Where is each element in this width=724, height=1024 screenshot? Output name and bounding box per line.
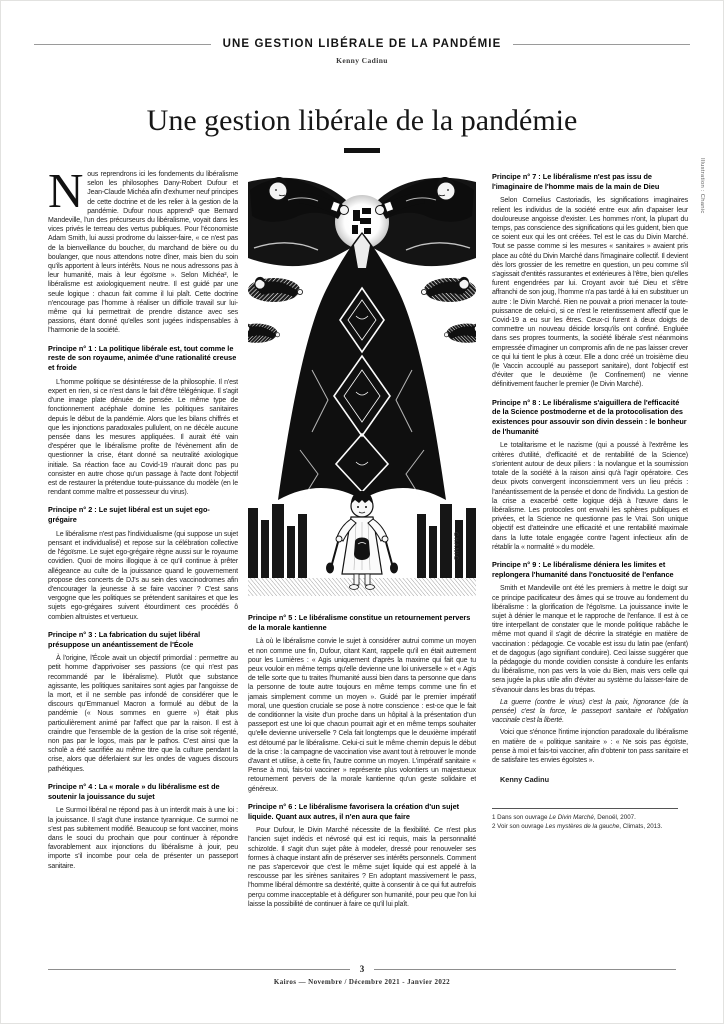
- intro-section: [48, 170, 238, 336]
- footnote-text: 2 Voir son ouvrage: [492, 822, 546, 830]
- page-title: Une gestion libérale de la pandémie: [146, 104, 578, 138]
- footnote-2: [492, 823, 678, 832]
- kicker-row: [34, 38, 690, 50]
- section-body: Le libéralisme n'est pas l'individualisme (qui suppose un sujet pensant et individualisé) et repose sur la célébration collective de l'égoïsme. Le sujet ego-grégaire règne aussi sur le royaume covidien. Quoi de moins illogique à ce qu'il continue à prêter allégeance au culte de la jouissance quand le gouvernement propose des concerts de DJ's au sein des vaccinodromes afin d'encourager la jeunesse à se faire vacciner ? C'est sans vergogne que les politiques se prétendent sanitaires et que les sujets ego-grégaires suivent étourdiment ces procédés ô combien altruistes et vertueux.: [48, 530, 238, 621]
- closing-paragraph: Voici que s'énonce l'intime injonction paradoxale du libéralisme en matière de « politique sanitaire » : « Ne sois pas égoïste, pense à moi et fais-toi vacciner, afin d'obtenir ton pass sanitaire et de satisfaire tes envies égoïstes ».: [492, 729, 688, 764]
- author-signature: Kenny Cadinu: [500, 775, 550, 785]
- section-principe-6: [248, 802, 476, 909]
- section-heading: Principe n° 2 : Le sujet libéral est un sujet ego-grégaire: [48, 505, 210, 525]
- footer-rule-row: [48, 964, 676, 974]
- imprint: Kairos — Novembre / Décembre 2021 - Janvier 2022: [273, 978, 451, 986]
- section-principe-8: [492, 398, 688, 552]
- footnote-book-title: Le Divin Marché: [549, 814, 594, 822]
- section-body: Là où le libéralisme convie le sujet à considérer autrui comme un moyen et non comme une fin, Dufour, citant Kant, rappelle qu'il en était autrement pour les Lumières : « Agis uniquement d'après la maxime qui fait que tu peux vouloir en même temps qu'elle devienne une loi universelle » et « Agis de telle sorte que tu traites l'humanité aussi bien dans ta personne que dans la personne de toute autre toujours en même temps comme une fin et jamais simplement comme un moyen ». Guidé par le premier impératif moral, une question cruciale se pose à notre conscience : est-ce que le fait de conditionner la visite d'un proche dans un hôpital à la présentation d'un passeport est une loi que chacun pourrait agir et en même temps souhaiter qu'elle devienne universelle ? Cela fait longtemps que le deuxième impératif est détourné par le libéralisme. Celui-ci suit le même chemin depuis le début de la crise : la campagne de vaccination vise avant tout à retrouver le monde d'avant et utilise, à cette fin, l'autre comme un moyen. L'impératif sanitaire « Pense à moi, fais-toi vacciner » représente plus volontiers un majestueux retournement pervers de la morale kantienne qu'un geste solidaire et généreux.: [248, 638, 476, 793]
- kicker-rule-right: [513, 44, 690, 45]
- section-principe-4: [48, 782, 238, 871]
- section-principe-1: [48, 344, 238, 498]
- section-heading: Principe n° 8 : Le libéralisme s'aiguillera de l'efficacité de la Science postmoderne et de la protocolisation des existences pour assouvir son divin dessein : le bonheur de l'humanité: [492, 397, 687, 436]
- kicker-rule-left: [34, 44, 211, 45]
- section-heading: Principe n° 6 : Le libéralisme favorisera la création d'un sujet liquide. Quant aux autres, il n'en aura que faire: [248, 801, 460, 821]
- section-body: Smith et Mandeville ont été les premiers à mettre le doigt sur ce principe pacificateur des âmes qui se trouve au fondement du libéralisme : la glorification de l'égoïsme. La jouissance invite le sujet à dénier le manque et le rapproche de l'enfance. Il est à ce titre interpellant de constater que le monde politique rabâche le même mot quand il s'agit de décrire la stratégie en matière de vaccination : pédagogie. Ce vocable est issu du latin pae (enfant) et de dagogus (ago signifiant conduire). Ceci laisse suggérer que la pédagogie du monde covidien consiste à conduire les enfants du libéralisme, non pas vers la voie du Bien, mais vers celle qui sera jugée la plus utile afin d'éviter au système du laisser-faire de s'évanouir dans les bras du trépas.: [492, 585, 688, 694]
- footnote-text: , Denoël, 2007.: [593, 814, 636, 822]
- illustration-credit: Illustration : Chanic: [699, 158, 705, 214]
- footer-rule-right: [374, 969, 676, 970]
- column-left: [48, 170, 238, 958]
- section-principe-7: [492, 172, 688, 390]
- byline: Kenny Cadinu: [336, 56, 388, 65]
- section-principe-9: [492, 560, 688, 695]
- closing-section: [492, 698, 688, 784]
- section-heading: Principe n° 7 : Le libéralisme n'est pas issu de l'imaginaire de l'homme mais de la main de Dieu: [492, 172, 660, 191]
- orwell-quote: La guerre (contre le virus) c'est la paix, l'ignorance (de la pensée) c'est la force, le passeport sanitaire et l'obligation vaccinale c'est la liberté.: [492, 698, 688, 725]
- section-heading: Principe n° 9 : Le libéralisme déniera les limites et replongera l'humanité dans l'onctuosité de l'enfance: [492, 559, 674, 579]
- section-heading: Principe n° 5 : Le libéralisme constitue un retournement pervers de la morale kantienne: [248, 613, 471, 632]
- page-number: 3: [359, 964, 365, 974]
- footnote-text: , Climats, 2013.: [619, 822, 663, 830]
- footnote-text: 1 Dans son ouvrage: [492, 814, 550, 822]
- section-heading: Principe n° 1 : La politique libérale est, tout comme le reste de son royaume, animée d'une rationalité creuse et froide: [48, 343, 237, 373]
- section-body: À l'origine, l'École avait un objectif primordial : permettre au petit homme d'apprivoiser ses passions (ce qui n'est pas recommandé par le libéralisme). Plutôt que substance agissante, les politiques sanitaires sont agies par l'angoisse de la mort, et il ne semble pas infondé de considérer que le discours qu'Emmanuel Macron a formulé au début de la pandémie (« Nous sommes en guerre ») était plus particulièrement animé par l'affect que par la raison. Il est à craindre que l'ensemble de la gestion de la crise soit régenté, non pas par le logos, mais par le pathos. C'est ainsi que la scholè a été sacrifiée au même titre que la culture pendant la crise, alors que déferlaient sur les ondes de vagues discours pathétiques.: [48, 655, 238, 773]
- section-principe-5: [248, 613, 476, 794]
- footnote-book-title: Les mystères de la gauche: [545, 822, 620, 830]
- footer-rule-left: [48, 969, 350, 970]
- section-principe-2: [48, 505, 238, 621]
- intro-text: ous reprendrons ici les fondements du libéralisme selon les philosophes Dany-Robert Dufour et Jean-Claude Michéa afin d'exhumer neuf principes de cette doctrine et de les relier à la gestion de la pandémie. Dufour nous apprend¹ que Bernard Mandeville, l'un des précurseurs du libéralisme, voyait dans les vices privés le terreau des vertus publiques. Pour l'économiste Adam Smith, lui aussi prodrome du laisser-faire, « ce n'est pas de la bienveillance du boucher, du marchand de bière ou du boulanger, que nous attendons notre dîner, mais bien du soin qu'ils apportent à leurs intérêts. Nous ne nous adressons pas à leur humanité, mais à leur égoïsme ». Selon Michéa², le libéralisme est axiologiquement neutre. Il est guidé par une seule logique : chacun fait comme il lui plaît. Cette doctrine n'encourage pas l'homme à réaliser un difficile travail sur lui-même qui lui permettrait de prendre distance avec ses passions, étant donné qu'elles sont jugées indispensables à l'harmonie de la société.: [48, 171, 238, 335]
- pandemic-illustration: [248, 170, 476, 596]
- title-divider-bar: [344, 148, 380, 153]
- footnote-1: [492, 814, 678, 823]
- section-body: Selon Cornelius Castoriadis, les significations imaginaires relient les individus de la société entre eux afin d'apaiser leur douloureuse angoisse d'exister. Les hommes n'ont, la plupart du temps, pas conscience des significations qui les guident, bien que ce soient eux qui les ont créées. Tel est le cas du Divin Marché. Tout se passe comme si les mesures « sanitaires » avaient pris place au côté du Divin Marché dans l'imaginaire collectif. Il devient dès lors grossier de les remettre en question, un peu comme s'il s'agissait d'entités rassurantes et extérieures à l'être, bien qu'elles furent engendrées par lui. Croyant avoir tué Dieu et s'être affranchi de son joug, l'homme n'a pas tardé à lui en substituer un autre : le Divin Marché. Rien ne pouvait a priori menacer la toute-puissance de celui-ci, si ce n'est le retentissement affectif que le Covid-19 a eu sur les êtres. Ceux-ci furent à deux doigts de commettre un nouveau déicide lorsqu'ils ont confiné. Engluée dans ses propres tourments, la société libérale s'est néanmoins empressée d'imaginer un compromis afin de ne pas laisser crever ce qui lui tient le plus à cœur. Elle a donc créé un troisième dieu (le Vaccin accouplé au passeport sanitaire), dont l'objectif est d'éviter que le deuxième (le Confinement) ne vienne définitivement faucher le premier (le Divin Marché).: [492, 197, 688, 389]
- footnotes: [492, 808, 678, 831]
- section-principe-3: [48, 630, 238, 774]
- intro-paragraph: [48, 170, 238, 336]
- section-body: Le totalitarisme et le nazisme (qui a poussé à l'extrême les critères d'utilité, d'efficacité et de rentabilité de la Science) s'orientent autour de deux piliers : la novlangue et la soumission totale de la société à la raison ainsi qu'à l'agir opératoire. Ces deux pivots convergent inconsciemment vers un lieu précis : l'anéantissement de la pensée et donc de l'individu. La gestion de la crise a exacerbé cette logique déjà à l'œuvre dans le libéralisme. Les protocoles ont envahi les sphères publiques et privées, et la Science ne questionne pas le Vrai. Son unique objectif est d'atteindre une efficacité et une rentabilité maximale dans la lutte totale engagée contre l'agent infectieux afin de rétablir la « normalité » du modèle.: [492, 442, 688, 551]
- column-right: [492, 172, 688, 958]
- column-center: [248, 170, 476, 958]
- section-body: Pour Dufour, le Divin Marché nécessite de la flexibilité. Ce n'est plus l'ancien sujet indécis et névrosé qui est ici requis, mais la personnalité schizoïde. Il s'agit d'un sujet pâte à modeler, dressé pour renouveler ses formes à chaque instant afin de préserver ses intérêts personnels. Comment ne pas s'apercevoir que c'est le même sujet liquide qui est appelé à la rescousse par les sirènes sanitaires ? En adoptant massivement le pass, l'homme libéral démontre sa dextérité, quitte à consentir à ce qui fut autrefois perçu comme inacceptable et à défigurer son humanité, pour peu que l'on lui laisse la possibilité de continuer à faire ce qu'il lui plaît.: [248, 827, 476, 908]
- section-body: L'homme politique se désintéresse de la philosophie. Il n'est expert en rien, si ce n'est dans le fait d'être télégénique. Il s'agit d'une image plate dénuée de pensée. Le même type de fonctionnement acéphale domine les politiques sanitaires depuis le début de la pandémie. Alors que les bilans chiffrés et que les injonctions paradoxales pullulent, on ne décèle aucune pensée dans les mesures appliquées. Il aurait été vain d'espérer que le libéralisme profite de l'évènement afin de questionner la crise, étant donné sa neutralité axiologique initiale. Sa réaction face au Covid-19 n'aurait donc pas pu consister en autre chose qu'un passage à l'acte dont l'objectif est de restaurer la prétendue toute-puissance du modèle (en le rendant comme maître et possesseur du virus).: [48, 378, 238, 497]
- section-heading: Principe n° 4 : La « morale » du libéralisme est de soutenir la jouissance du sujet: [48, 781, 220, 801]
- kicker: UNE GESTION LIBÉRALE DE LA PANDÉMIE: [222, 38, 502, 50]
- section-heading: Principe n° 3 : La fabrication du sujet libéral présuppose un anéantissement de l'École: [48, 629, 201, 649]
- illustration-signature: CHANIC: [452, 532, 458, 562]
- dropcap: N: [48, 170, 84, 218]
- section-body: Le Surmoi libéral ne répond pas à un interdit mais à une loi : la jouissance. Il s'agit d'une instance tyrannique. Ce surmoi ne s'est pas subitement modifié. Beaucoup se font vacciner, moins dans le souci du prochain que pour continuer à répondre favorablement aux injonctions du libéralisme à jouir, peu importe s'il incombe pour cela de présenter un passeport sanitaire.: [48, 807, 238, 870]
